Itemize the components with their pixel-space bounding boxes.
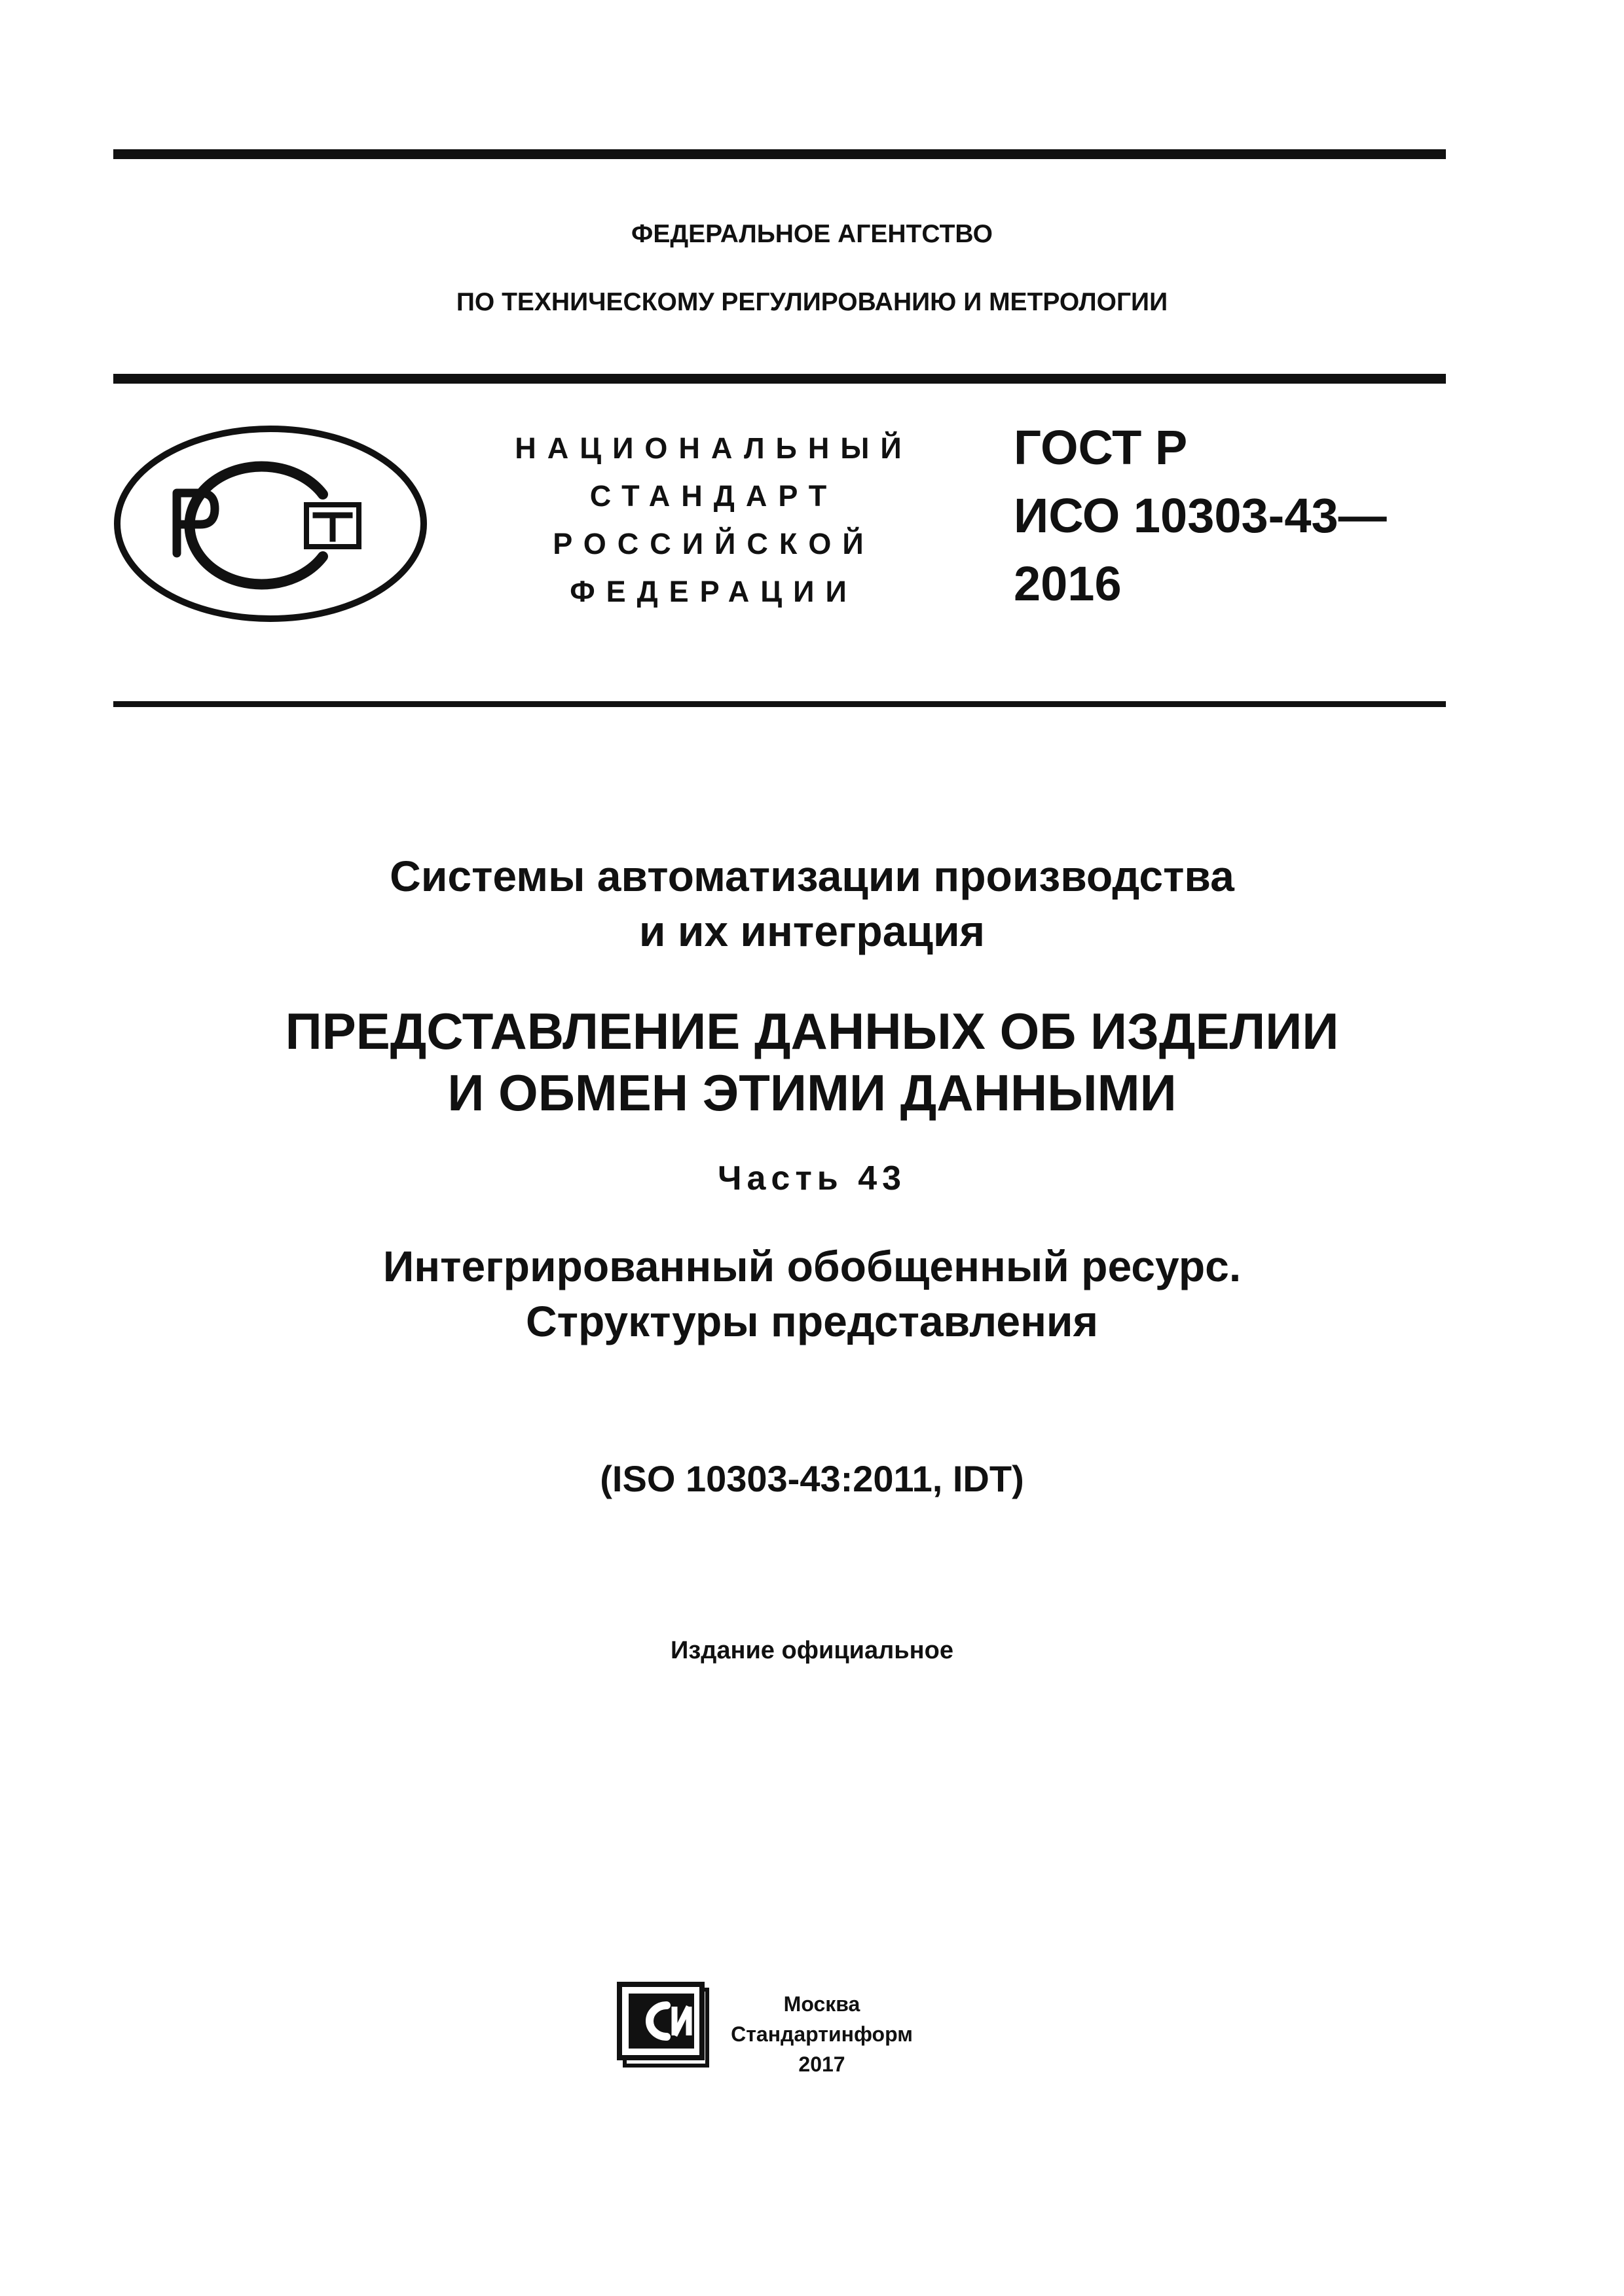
agency-line-1: ФЕДЕРАЛЬНОЕ АГЕНТСТВО xyxy=(631,220,993,248)
agency-line-2: ПО ТЕХНИЧЕСКОМУ РЕГУЛИРОВАНИЮ И МЕТРОЛОГИИ xyxy=(456,288,1168,316)
designation-line: 2016 xyxy=(1014,556,1122,611)
publisher-city: Москва xyxy=(783,1992,860,2016)
national-standard-line: СТАНДАРТ xyxy=(589,479,838,513)
national-standard-line: РОССИЙСКОЙ xyxy=(553,527,875,560)
main-title-line-2: И ОБМЕН ЭТИМИ ДАННЫМИ xyxy=(447,1064,1177,1121)
standard-designation xyxy=(1014,414,1387,618)
national-standard-label xyxy=(471,424,956,615)
standartinform-logo-icon xyxy=(616,1980,714,2071)
middle-rule xyxy=(113,374,1446,384)
edition-note: Издание официальное xyxy=(671,1637,953,1664)
main-title-line-1: ПРЕДСТАВЛЕНИЕ ДАННЫХ ОБ ИЗДЕЛИИ xyxy=(285,1002,1339,1060)
publisher-imprint xyxy=(724,1989,920,2079)
general-title-line-1: Системы автоматизации производства xyxy=(390,852,1234,900)
designation-line: ИСО 10303-43— xyxy=(1014,488,1387,543)
iso-reference: (ISO 10303-43:2011, IDT) xyxy=(600,1458,1024,1499)
rst-conformity-mark-icon xyxy=(110,422,431,625)
national-standard-line: ФЕДЕРАЦИИ xyxy=(570,575,858,608)
top-rule xyxy=(113,149,1446,159)
publication-year: 2017 xyxy=(798,2052,845,2076)
part-title-line-2: Структуры представления xyxy=(525,1297,1099,1345)
national-standard-line: НАЦИОНАЛЬНЫЙ xyxy=(515,431,913,465)
designation-line: ГОСТ Р xyxy=(1014,420,1188,475)
part-title-line-1: Интегрированный обобщенный ресурс. xyxy=(382,1242,1242,1290)
part-number: Часть 43 xyxy=(717,1159,907,1197)
general-title-line-2: и их интеграция xyxy=(638,907,986,955)
publisher-name: Стандартинформ xyxy=(731,2022,913,2046)
bottom-rule xyxy=(113,701,1446,707)
